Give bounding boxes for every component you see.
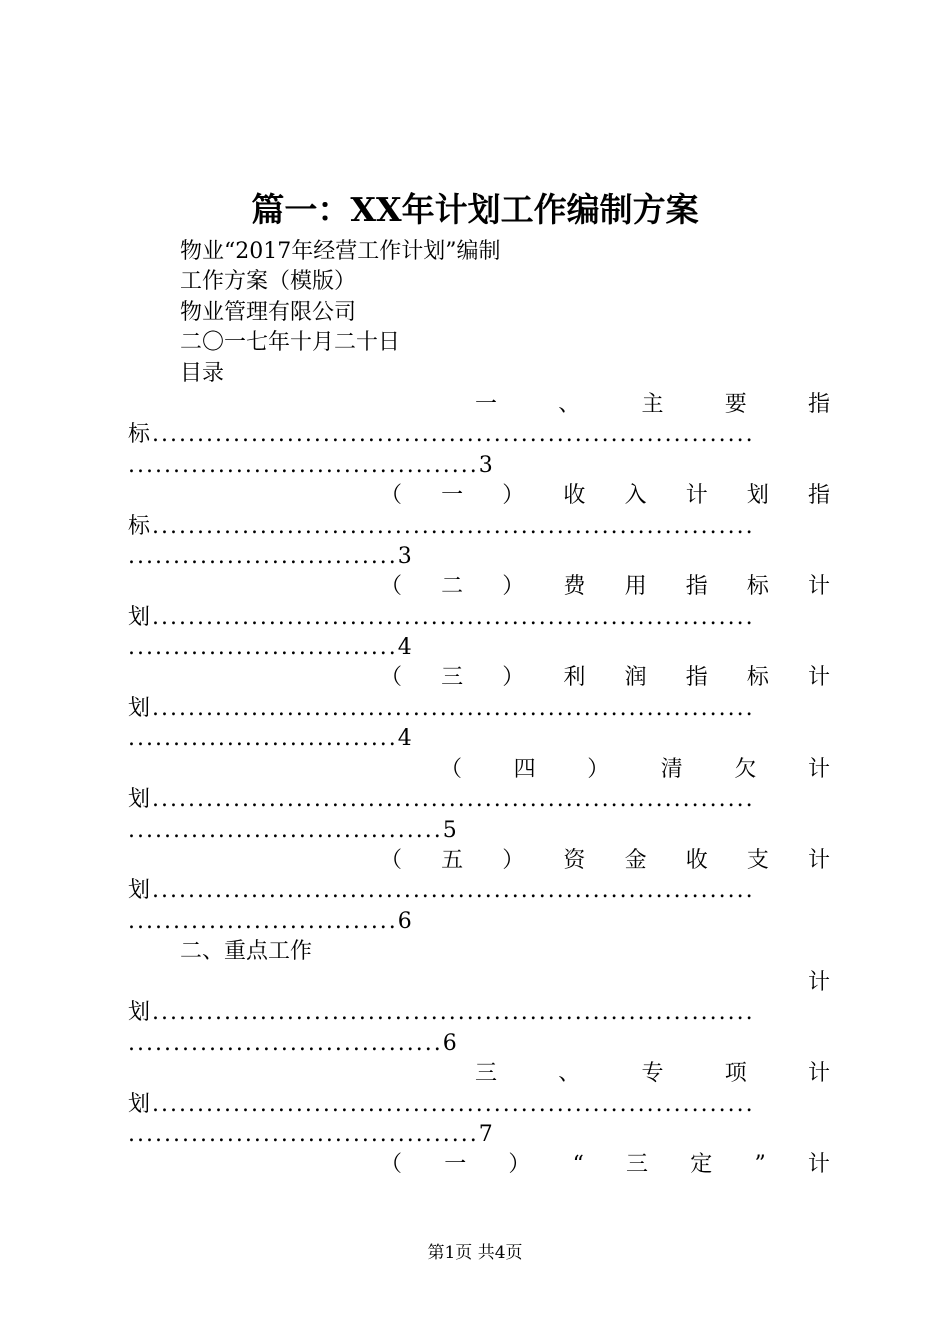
- toc-entry-7-head: 计: [808, 970, 831, 995]
- toc-entry-1-dots: 标...................................................................: [128, 422, 755, 447]
- toc-entry-4-page: ..............................4: [128, 726, 414, 751]
- toc-entry-1-page: .......................................3: [128, 453, 495, 478]
- toc-entry-4-head: （ 三 ） 利 润 指 标 计: [380, 665, 830, 690]
- toc-entry-6-page: ..............................6: [128, 909, 414, 934]
- toc-entry-9-head: （ 一 ） “ 三 定 ” 计: [380, 1152, 830, 1177]
- toc-entry-8-head: 三 、 专 项 计: [475, 1061, 830, 1086]
- toc-entry-7-dots: 划...................................................................: [128, 1000, 755, 1025]
- toc-entry-7-page: ...................................6: [128, 1031, 459, 1056]
- toc-entry-6-head: （ 五 ） 资 金 收 支 计: [380, 848, 830, 873]
- toc-entry-3-page: ..............................4: [128, 635, 414, 660]
- toc-entry-2-head: （ 一 ） 收 入 计 划 指: [380, 483, 830, 508]
- toc-entry-4-dots: 划...................................................................: [128, 696, 755, 721]
- toc-entry-3-dots: 划...................................................................: [128, 605, 755, 630]
- toc-entry-8-dots: 划...................................................................: [128, 1092, 755, 1117]
- intro-line-template: 工作方案（模版）: [180, 269, 357, 294]
- intro-line-date: 二〇一七年十月二十日: [180, 330, 401, 355]
- toc-heading: 目录: [180, 361, 225, 386]
- toc-entry-2-page: ..............................3: [128, 544, 414, 569]
- toc-entry-6-dots: 划...................................................................: [128, 878, 755, 903]
- toc-entry-5-dots: 划...................................................................: [128, 787, 755, 812]
- toc-entry-2-dots: 标...................................................................: [128, 514, 755, 539]
- intro-line-company-plan: 物业“2017年经营工作计划”编制: [180, 239, 501, 264]
- toc-entry-7-title: 二、重点工作: [180, 939, 313, 964]
- toc-entry-5-page: ...................................5: [128, 818, 459, 843]
- document-title: 篇一：XX年计划工作编制方案: [251, 190, 699, 229]
- toc-entry-8-page: .......................................7: [128, 1122, 495, 1147]
- page-footer: 第1页 共4页: [427, 1243, 523, 1263]
- intro-line-company: 物业管理有限公司: [180, 300, 357, 325]
- toc-entry-1-head: 一 、 主 要 指: [475, 392, 830, 417]
- toc-entry-5-head: （ 四 ） 清 欠 计: [440, 757, 830, 782]
- toc-entry-3-head: （ 二 ） 费 用 指 标 计: [380, 574, 830, 599]
